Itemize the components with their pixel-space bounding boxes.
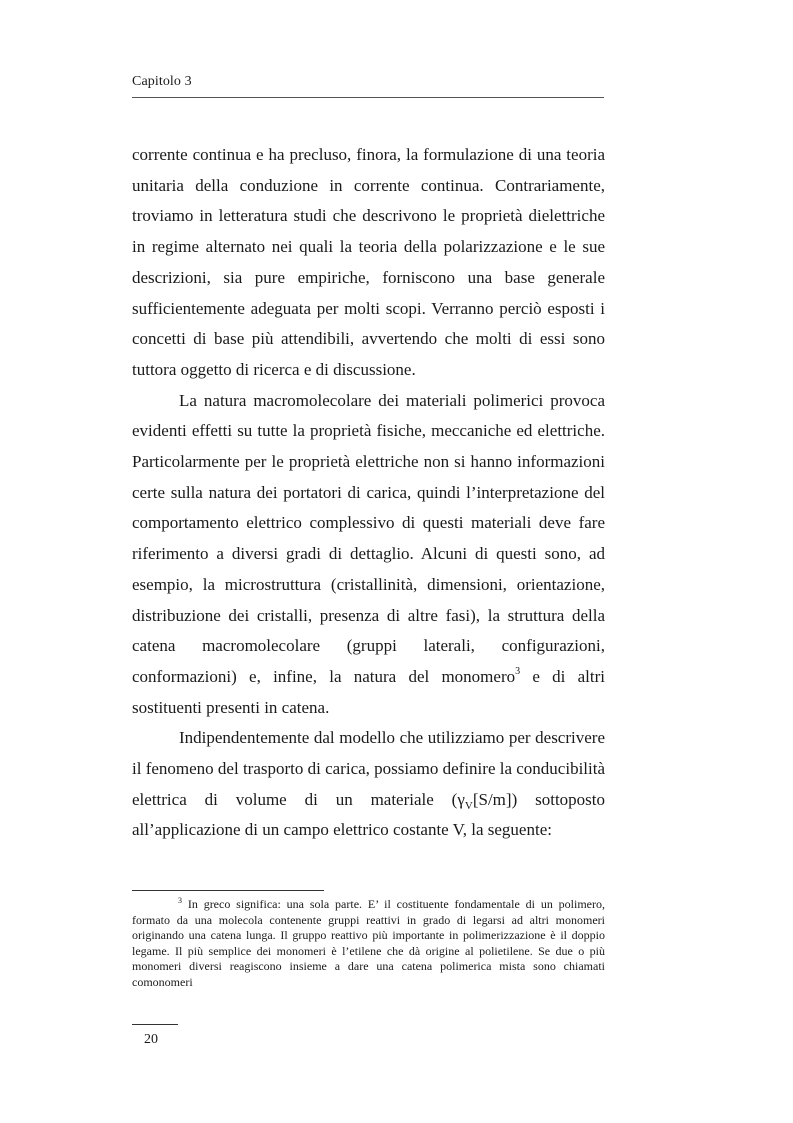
footnote-ref-3[interactable]: 3 <box>515 666 521 678</box>
paragraph-2 <box>132 386 605 724</box>
conductivity-unit: [S/m] <box>472 789 512 809</box>
paragraph-2-tail: e di altri sostituenti presenti in catena. <box>132 666 605 717</box>
header-divider <box>132 97 604 98</box>
footnote-text: In greco significa: una sola parte. E’ il costituente fondamentale di un polimero, formato da una molecola contenente gruppi reattivi in grado di legarsi ad altri monomeri originando una catena lunga. Il gruppo reattivo più importante in polimerizzazione è il doppio legame. Il più semplice dei monomeri è l’etilene che dà origine al polietilene. Se due o più monomeri diversi reagiscono insieme a dare una catena polimerica mista sono chiamati comonomeri <box>132 897 605 989</box>
paragraph-1: corrente continua e ha precluso, finora, la formulazione di una teoria unitaria della conduzione in corrente continua. Contrariamente, troviamo in letteratura studi che descrivono le proprietà dielettriche in regime alternato nei quali la teoria della polarizzazione e le sue descrizioni, sia pure empiriche, forniscono una base generale sufficientemente adeguata per molti scopi. Verranno perciò esposti i concetti di base più attendibili, avvertendo che molti di essi sono tuttora oggetto di ricerca e di discussione. <box>132 145 605 379</box>
paragraph-3-tail: ) sottoposto all’applicazione di un campo elettrico costante V, la seguente: <box>132 789 606 840</box>
body-text <box>132 140 605 846</box>
paragraph-2-text: La natura macromolecolare dei materiali polimerici provoca evidenti effetti su tutte la proprietà fisiche, meccaniche ed elettriche. Particolarmente per le proprietà elettriche non si hanno informazioni certe sulla natura dei portatori di carica, quindi l’interpretazione del comportamento elettrico complessivo di questi materiali deve fare riferimento a diversi gradi di dettaglio. Alcuni di questi sono, ad esempio, la microstruttura (cristallinità, dimensioni, orientazione, distribuzione dei cristalli, presenza di altre fasi), la struttura della catena macromolecolare (gruppi laterali, configurazioni, conformazioni) e, infine, la natura del monomero <box>132 390 605 686</box>
page-number: 20 <box>144 1032 158 1047</box>
footnote-divider <box>132 890 324 891</box>
footnote-3 <box>132 897 605 991</box>
paragraph-3 <box>132 723 605 846</box>
running-header: Capitolo 3 <box>132 74 192 89</box>
conductivity-subscript: V <box>464 799 473 812</box>
paragraph-3-text: Indipendentemente dal modello che utilizziamo per descrivere il fenomeno del trasporto di carica, possiamo definire la conducibilità elettrica di volume di un materiale ( <box>132 728 606 809</box>
footnote-marker: 3 <box>178 896 182 905</box>
conductivity-symbol: γ <box>457 789 465 809</box>
page-number-rule <box>132 1024 178 1025</box>
